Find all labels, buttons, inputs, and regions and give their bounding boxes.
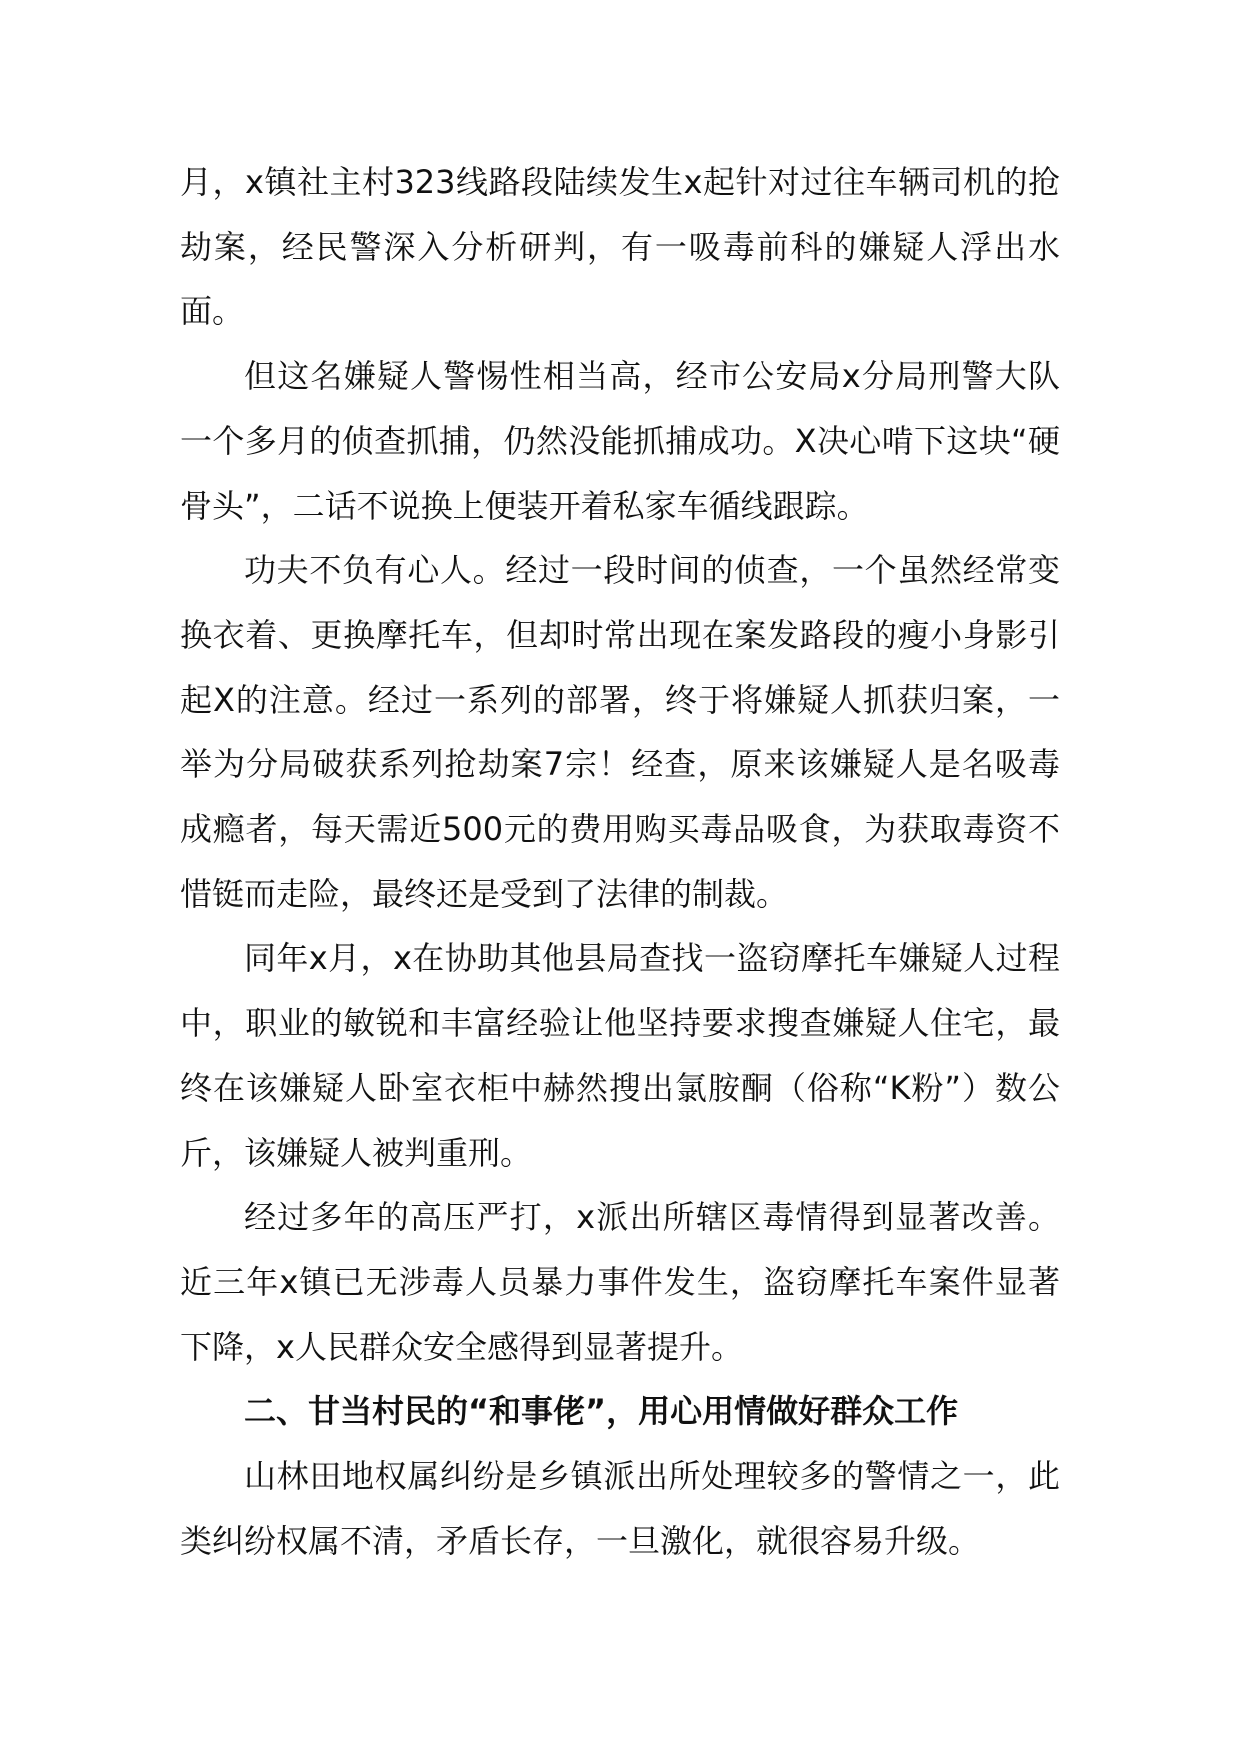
paragraph: 经过多年的高压严打，x派出所辖区毒情得到显著改善。近三年x镇已无涉毒人员暴力事件发生，盗窃摩托车案件显著下降，x人民群众安全感得到显著提升。: [180, 1198, 1060, 1366]
document-body: [180, 150, 1060, 1573]
paragraph: 山林田地权属纠纷是乡镇派出所处理较多的警情之一，此类纠纷权属不清，矛盾长存，一旦激化，就很容易升级。: [180, 1457, 1060, 1560]
paragraph: 同年x月，x在协助其他县局查找一盗窃摩托车嫌疑人过程中，职业的敏锐和丰富经验让他坚持要求搜查嫌疑人住宅，最终在该嫌疑人卧室衣柜中赫然搜出氯胺酮（俗称“K粉”）数公斤，该嫌疑人被判重刑。: [180, 939, 1060, 1172]
paragraph-continuation: 月，x镇社主村323线路段陆续发生x起针对过往车辆司机的抢劫案，经民警深入分析研判，有一吸毒前科的嫌疑人浮出水面。: [180, 163, 1060, 331]
section-heading: 二、甘当村民的“和事佬”，用心用情做好群众工作: [244, 1392, 959, 1431]
paragraph: 但这名嫌疑人警惕性相当高，经市公安局x分局刑警大队一个多月的侦查抓捕，仍然没能抓捕成功。X决心啃下这块“硬骨头”，二话不说换上便装开着私家车循线跟踪。: [180, 357, 1060, 525]
paragraph: 功夫不负有心人。经过一段时间的侦查，一个虽然经常变换衣着、更换摩托车，但却时常出现在案发路段的瘦小身影引起X的注意。经过一系列的部署，终于将嫌疑人抓获归案，一举为分局破获系列抢劫案7宗！经查，原来该嫌疑人是名吸毒成瘾者，每天需近500元的费用购买毒品吸食，为获取毒资不惜铤而走险，最终还是受到了法律的制裁。: [180, 551, 1060, 913]
